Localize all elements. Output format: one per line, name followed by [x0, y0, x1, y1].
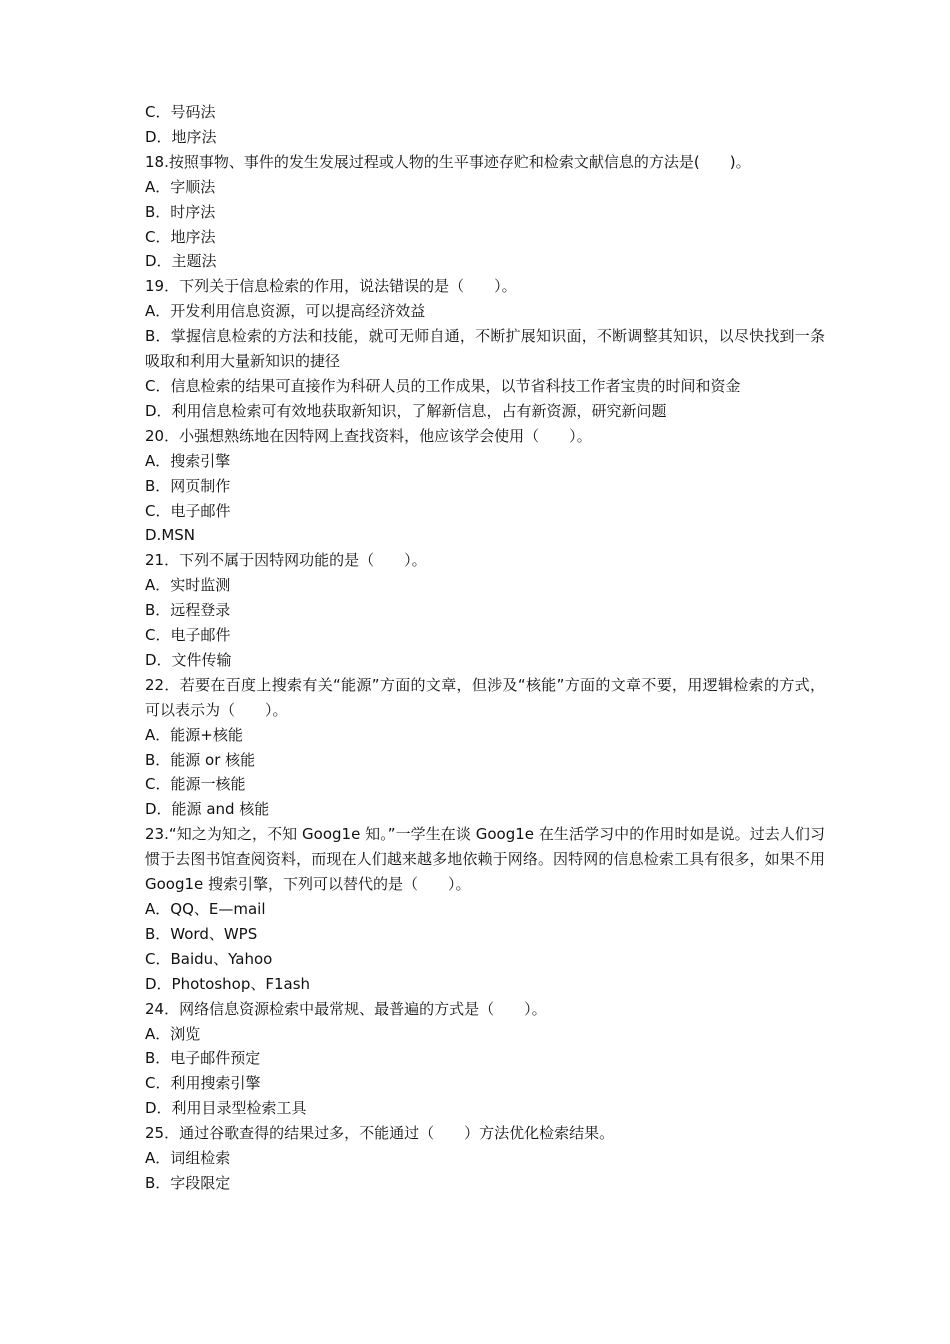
question-25: 25．通过谷歌查得的结果过多，不能通过（ ）方法优化检索结果。 [145, 1124, 615, 1143]
option-b-18: B．时序法 [145, 202, 216, 221]
option-d-19: D．利用信息检索可有效地获取新知识，了解新信息，占有新资源，研究新问题 [145, 401, 667, 420]
option-b-21: B．远程登录 [145, 601, 231, 620]
option-c-22: C．能源一核能 [145, 775, 246, 794]
option-d-23: D．Photoshop、F1ash [145, 974, 311, 993]
option-a-18: A．字顺法 [145, 177, 216, 196]
option-b-20: B．网页制作 [145, 476, 231, 495]
option-c-24: C．利用搜索引擎 [145, 1074, 261, 1093]
option-b-24: B．电子邮件预定 [145, 1049, 261, 1068]
option-a-22: A．能源+核能 [145, 725, 243, 744]
option-c-23: C．Baidu、Yahoo [145, 949, 273, 968]
option-b-22: B．能源 or 核能 [145, 750, 256, 769]
option-d-24: D．利用目录型检索工具 [145, 1099, 307, 1118]
option-d-22: D．能源 and 核能 [145, 800, 270, 819]
option-d-18: D．主题法 [145, 252, 217, 271]
question-19: 19．下列关于信息检索的作用，说法错误的是（ ）。 [145, 277, 517, 296]
option-a-20: A．搜索引擎 [145, 451, 231, 470]
question-24: 24．网络信息资源检索中最常规、最普遍的方式是（ ）。 [145, 999, 547, 1018]
option-a-25: A．词组检索 [145, 1149, 231, 1168]
option-d-21: D．文件传输 [145, 650, 232, 669]
option-a-23: A．QQ、E—mail [145, 900, 266, 918]
option-c-19: C．信息检索的结果可直接作为科研人员的工作成果，以节省科技工作者宝贵的时间和资金 [145, 376, 741, 395]
question-22: 22．若要在百度上搜索有关“能源”方面的文章，但涉及“核能”方面的文章不要，用逻辑检索的方式，可以表示为（ ）。 [145, 675, 825, 719]
question-23: 23.“知之为知之，不知 Goog1e 知。”一学生在谈 Goog1e 在生活学习中的作用时如是说。过去人们习惯于去图书馆查阅资料，而现在人们越来越多地依赖于网络。因特网的信息检索工具有很多，如果不用 Goog1e 搜索引擎，下列可以替代的是（ ）。 [145, 825, 825, 894]
question-20: 20．小强想熟练地在因特网上查找资料，他应该学会使用（ ）。 [145, 426, 592, 445]
option-a-24: A．浏览 [145, 1024, 201, 1043]
option-a-21: A．实时监测 [145, 576, 231, 595]
option-c-17: C．号码法 [145, 103, 216, 121]
option-b-19: B．掌握信息检索的方法和技能，就可无师自通，不断扩展知识面，不断调整其知识，以尽快找到一条吸取和利用大量新知识的捷径 [145, 327, 825, 371]
option-a-19: A．开发利用信息资源，可以提高经济效益 [145, 302, 426, 321]
option-d-17: D．地序法 [145, 127, 217, 146]
option-b-25: B．字段限定 [145, 1173, 231, 1192]
option-c-21: C．电子邮件 [145, 626, 231, 645]
option-c-20: C．电子邮件 [145, 501, 231, 520]
document-body [145, 100, 825, 1196]
question-18: 18.按照事物、事件的发生发展过程或人物的生平事迹存贮和检索文献信息的方法是( )。 [145, 152, 751, 171]
option-b-23: B．Word、WPS [145, 924, 258, 943]
option-c-18: C．地序法 [145, 227, 216, 246]
option-d-20: D.MSN [145, 526, 196, 545]
question-21: 21．下列不属于因特网功能的是（ ）。 [145, 551, 427, 570]
